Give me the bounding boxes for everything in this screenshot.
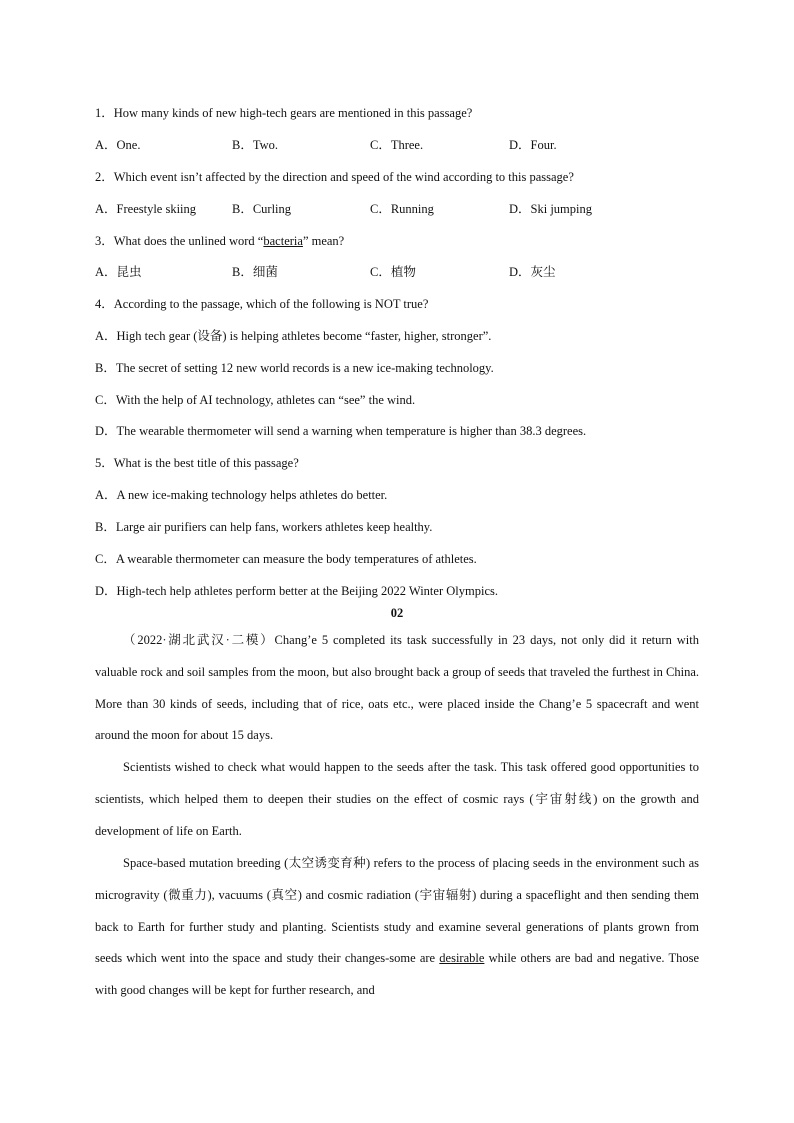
passage-paragraph-1: （2022·湖北武汉·二模）Chang’e 5 completed its task successfully in 23 days, not only did it return with valuable rock and soil samples from the moon, but also brought back a group of seeds that traveled the furthest in China. More than 30 kinds of seeds, including that of rice, oats etc., were placed inside the Chang’e 5 spacecraft and went around the moon for about 15 days.: [95, 633, 699, 743]
question-3-option-b: B．细菌: [232, 265, 278, 279]
question-3-option-d: D．灰尘: [509, 265, 556, 279]
question-2-option-a: A．Freestyle skiing: [95, 202, 197, 216]
question-5-option-b: B．Large air purifiers can help fans, workers athletes keep healthy.: [95, 520, 433, 534]
question-3-stem-post: ” mean?: [302, 234, 345, 248]
question-5-stem: 5．What is the best title of this passage?: [95, 456, 299, 470]
question-2-option-d: D．Ski jumping: [509, 202, 592, 216]
question-2-stem: 2．Which event isn’t affected by the direction and speed of the wind according to this passage?: [95, 170, 574, 184]
passage-paragraph-3: [95, 848, 699, 1007]
question-5-option-a: A．A new ice-making technology helps athletes do better.: [95, 488, 388, 502]
question-4-stem: 4．According to the passage, which of the following is NOT true?: [95, 297, 429, 311]
question-3-option-c: C．植物: [370, 265, 416, 279]
question-1-option-b: B．Two.: [232, 138, 279, 152]
question-4-option-b: B．The secret of setting 12 new world records is a new ice-making technology.: [95, 361, 494, 375]
question-3-underlined-word: bacteria: [263, 234, 303, 248]
question-5-option-c: C．A wearable thermometer can measure the body temperatures of athletes.: [95, 552, 477, 566]
question-1-stem: 1．How many kinds of new high-tech gears are mentioned in this passage?: [95, 106, 473, 120]
question-3-stem-pre: 3．What does the unlined word “: [95, 234, 264, 248]
question-1-option-c: C．Three.: [370, 138, 424, 152]
question-1-option-a: A．One.: [95, 138, 141, 152]
passage-paragraph-3-pre: Space-based mutation breeding (太空诱变育种) refers to the process of placing seeds in the environment such as microgravity (微重力), vacuums (真空) and cosmic radiation (宇宙辐射) during a spaceflight and then sending them back to Earth for further study and planting. Scientists study and examine several generations of plants grown from seeds which went into the space and study their changes-some are: [95, 856, 699, 966]
question-1-option-d: D．Four.: [509, 138, 557, 152]
question-3-option-a: A．昆虫: [95, 265, 142, 279]
question-2-option-b: B．Curling: [232, 202, 292, 216]
passage-paragraph-2: Scientists wished to check what would happen to the seeds after the task. This task offered good opportunities to scientists, which helped them to deepen their studies on the effect of cosmic rays (宇宙射线) on the growth and development of life on Earth.: [95, 760, 699, 838]
passage-underlined-word: desirable: [439, 951, 485, 966]
question-4-option-c: C．With the help of AI technology, athletes can “see” the wind.: [95, 393, 416, 407]
section-heading: 02: [390, 606, 404, 620]
question-4-option-a: A．High tech gear (设备) is helping athletes become “faster, higher, stronger”.: [95, 329, 492, 343]
question-4-option-d: D．The wearable thermometer will send a warning when temperature is higher than 38.3 degrees.: [95, 424, 587, 438]
question-2-option-c: C．Running: [370, 202, 434, 216]
passage-paragraph-3-post: while others are bad and negative. Those with good changes will be kept for further research, and: [95, 951, 699, 998]
question-3-stem: [95, 231, 344, 249]
question-5-option-d: D．High-tech help athletes perform better at the Beijing 2022 Winter Olympics.: [95, 584, 498, 598]
